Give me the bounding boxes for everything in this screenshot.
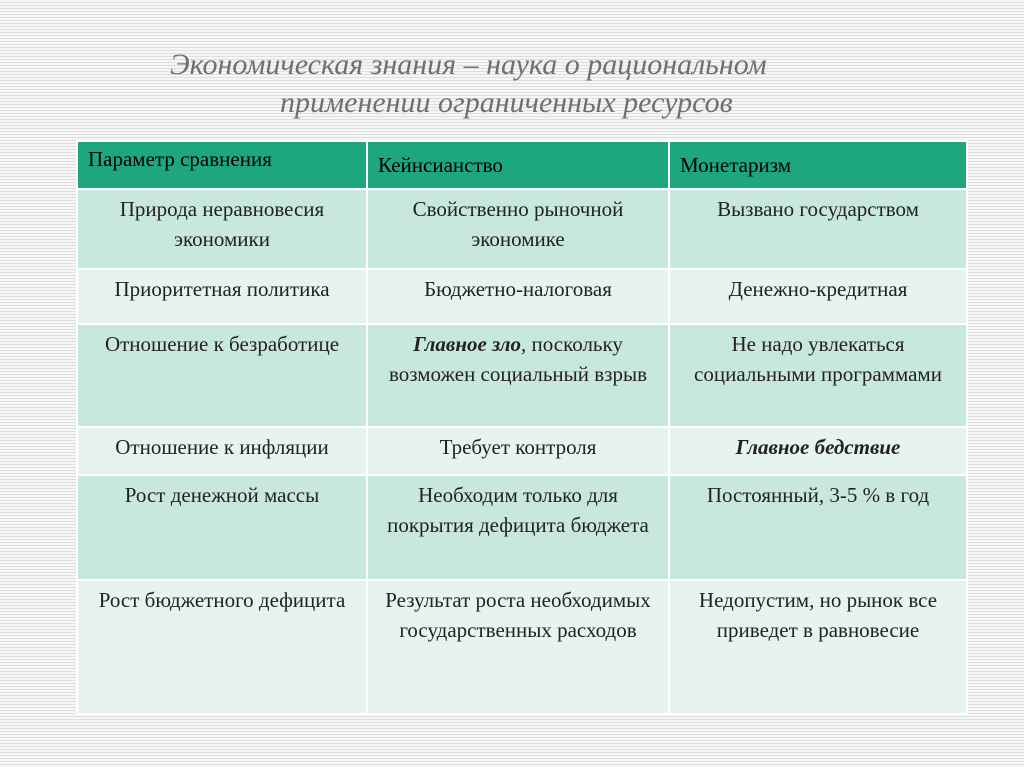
row-monetarism: Вызвано государством bbox=[669, 189, 967, 269]
row-keynesianism: Свойственно рыночной экономике bbox=[367, 189, 669, 269]
row-monetarism: Не надо увлекаться социальными программами bbox=[669, 324, 967, 427]
header-keynesianism: Кейнсианство bbox=[367, 141, 669, 189]
row-monetarism bbox=[669, 427, 967, 475]
row-keynesianism: Бюджетно-налоговая bbox=[367, 269, 669, 324]
table-row bbox=[77, 189, 967, 269]
row-keynesianism: Требует контроля bbox=[367, 427, 669, 475]
slide-title-line-1: Экономическая знания – наука о рациональном bbox=[170, 48, 767, 81]
table-row bbox=[77, 324, 967, 427]
row-keynesianism bbox=[367, 324, 669, 427]
table-row bbox=[77, 427, 967, 475]
row-monetarism: Постоянный, 3-5 % в год bbox=[669, 475, 967, 580]
table-row bbox=[77, 580, 967, 714]
keynes-emphasis: Главное зло bbox=[413, 332, 521, 356]
header-monetarism: Монетаризм bbox=[669, 141, 967, 189]
row-parameter: Приоритетная политика bbox=[77, 269, 367, 324]
table-row bbox=[77, 269, 967, 324]
keynes-rest: , поскольку возможен социальный взрыв bbox=[388, 332, 647, 386]
row-parameter: Природа неравновесия экономики bbox=[77, 189, 367, 269]
row-parameter: Отношение к инфляции bbox=[77, 427, 367, 475]
row-monetarism: Недопустим, но рынок все приведет в равновесие bbox=[669, 580, 967, 714]
row-parameter: Отношение к безработице bbox=[77, 324, 367, 427]
row-monetarism: Денежно-кредитная bbox=[669, 269, 967, 324]
slide-title-line-2: применении ограниченных ресурсов bbox=[280, 86, 733, 119]
comparison-table bbox=[76, 140, 968, 715]
table-header-row bbox=[77, 141, 967, 189]
monetar-emphasis: Главное бедствие bbox=[735, 435, 901, 459]
header-parameter: Параметр сравнения bbox=[77, 141, 367, 189]
row-parameter: Рост бюджетного дефицита bbox=[77, 580, 367, 714]
row-parameter: Рост денежной массы bbox=[77, 475, 367, 580]
row-keynesianism: Результат роста необходимых государственных расходов bbox=[367, 580, 669, 714]
table-row bbox=[77, 475, 967, 580]
row-keynesianism: Необходим только для покрытия дефицита бюджета bbox=[367, 475, 669, 580]
